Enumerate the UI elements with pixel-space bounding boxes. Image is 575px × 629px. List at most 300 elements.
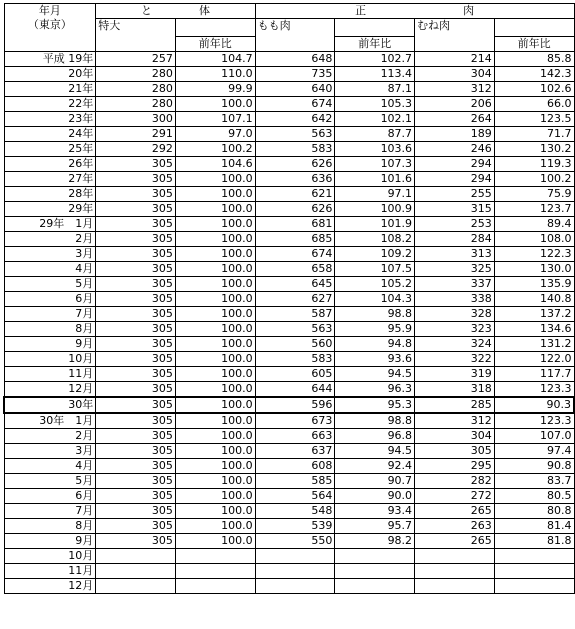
row-cell: 90.8 <box>494 459 574 474</box>
row-cell: 305 <box>96 172 176 187</box>
row-cell: 338 <box>415 292 495 307</box>
row-cell: 96.3 <box>335 382 415 398</box>
row-label: 10月 <box>4 549 96 564</box>
row-cell: 305 <box>96 519 176 534</box>
row-cell: 87.7 <box>335 127 415 142</box>
row-cell: 94.5 <box>335 444 415 459</box>
row-label: 21年 <box>4 82 96 97</box>
row-cell: 123.3 <box>494 413 574 429</box>
row-cell: 305 <box>96 489 176 504</box>
table-row <box>4 444 574 459</box>
row-cell: 98.8 <box>335 307 415 322</box>
row-cell: 107.0 <box>494 429 574 444</box>
row-cell: 189 <box>415 127 495 142</box>
row-cell <box>255 564 335 579</box>
header-yoy-muneniku: 前年比 <box>494 37 574 52</box>
row-cell: 305 <box>96 352 176 367</box>
row-cell: 93.6 <box>335 352 415 367</box>
row-cell: 100.0 <box>175 519 255 534</box>
row-cell <box>494 579 574 594</box>
table-row <box>4 504 574 519</box>
table-row <box>4 534 574 549</box>
header-spacer-2 <box>335 19 415 37</box>
table-body <box>4 52 574 594</box>
row-cell: 100.0 <box>175 504 255 519</box>
table-row <box>4 112 574 127</box>
row-cell: 305 <box>96 474 176 489</box>
table-row <box>4 337 574 352</box>
row-cell <box>335 549 415 564</box>
row-cell <box>96 579 176 594</box>
row-cell: 104.3 <box>335 292 415 307</box>
row-cell: 95.9 <box>335 322 415 337</box>
row-cell: 105.2 <box>335 277 415 292</box>
row-label: 28年 <box>4 187 96 202</box>
row-cell: 305 <box>96 397 176 413</box>
row-cell: 305 <box>96 277 176 292</box>
row-cell: 103.6 <box>335 142 415 157</box>
row-cell: 102.1 <box>335 112 415 127</box>
row-cell: 644 <box>255 382 335 398</box>
table-row <box>4 474 574 489</box>
row-cell: 550 <box>255 534 335 549</box>
row-cell <box>494 564 574 579</box>
row-cell: 102.6 <box>494 82 574 97</box>
row-cell: 109.2 <box>335 247 415 262</box>
row-cell: 107.5 <box>335 262 415 277</box>
row-cell: 95.3 <box>335 397 415 413</box>
row-label: 5月 <box>4 277 96 292</box>
row-label: 24年 <box>4 127 96 142</box>
row-cell: 282 <box>415 474 495 489</box>
row-cell: 681 <box>255 217 335 232</box>
row-cell: 305 <box>96 534 176 549</box>
row-cell: 305 <box>96 247 176 262</box>
row-cell <box>494 549 574 564</box>
row-cell <box>415 564 495 579</box>
row-cell: 305 <box>96 262 176 277</box>
table-row <box>4 187 574 202</box>
row-label: 20年 <box>4 67 96 82</box>
row-cell: 272 <box>415 489 495 504</box>
row-cell: 90.3 <box>494 397 574 413</box>
row-cell: 140.8 <box>494 292 574 307</box>
row-cell: 685 <box>255 232 335 247</box>
row-cell: 280 <box>96 67 176 82</box>
row-cell: 265 <box>415 504 495 519</box>
row-cell: 539 <box>255 519 335 534</box>
row-cell: 264 <box>415 112 495 127</box>
row-cell: 605 <box>255 367 335 382</box>
price-table <box>3 3 575 594</box>
row-label: 平成 19年 <box>4 52 96 67</box>
row-cell: 123.3 <box>494 382 574 398</box>
row-cell: 100.0 <box>175 277 255 292</box>
row-cell: 322 <box>415 352 495 367</box>
table-row <box>4 397 574 413</box>
row-cell: 100.2 <box>494 172 574 187</box>
row-cell: 295 <box>415 459 495 474</box>
row-cell: 305 <box>96 157 176 172</box>
row-cell: 100.0 <box>175 474 255 489</box>
row-label: 2月 <box>4 429 96 444</box>
row-cell: 325 <box>415 262 495 277</box>
row-cell: 305 <box>96 307 176 322</box>
row-cell: 315 <box>415 202 495 217</box>
row-cell <box>175 549 255 564</box>
row-cell: 89.4 <box>494 217 574 232</box>
row-cell: 305 <box>96 444 176 459</box>
row-cell: 81.8 <box>494 534 574 549</box>
row-cell: 627 <box>255 292 335 307</box>
row-label: 9月 <box>4 534 96 549</box>
table-row <box>4 367 574 382</box>
header-spacer-1 <box>175 19 255 37</box>
row-cell: 87.1 <box>335 82 415 97</box>
table-row <box>4 67 574 82</box>
row-cell: 312 <box>415 413 495 429</box>
row-cell: 81.4 <box>494 519 574 534</box>
row-label: 4月 <box>4 262 96 277</box>
table-row <box>4 217 574 232</box>
row-cell: 100.0 <box>175 262 255 277</box>
row-cell: 108.0 <box>494 232 574 247</box>
row-cell: 100.0 <box>175 187 255 202</box>
row-cell: 305 <box>96 504 176 519</box>
row-label: 5月 <box>4 474 96 489</box>
row-cell: 108.2 <box>335 232 415 247</box>
row-cell: 313 <box>415 247 495 262</box>
table-row <box>4 322 574 337</box>
row-cell: 318 <box>415 382 495 398</box>
row-cell: 100.0 <box>175 247 255 262</box>
row-cell: 587 <box>255 307 335 322</box>
row-label: 8月 <box>4 322 96 337</box>
row-label: 30年 1月 <box>4 413 96 429</box>
row-cell: 674 <box>255 247 335 262</box>
row-cell: 294 <box>415 172 495 187</box>
row-label: 12月 <box>4 579 96 594</box>
row-cell: 304 <box>415 429 495 444</box>
row-cell: 265 <box>415 534 495 549</box>
row-label: 4月 <box>4 459 96 474</box>
row-cell: 304 <box>415 67 495 82</box>
row-label: 8月 <box>4 519 96 534</box>
header-momoniku: もも肉 <box>255 19 335 52</box>
row-cell: 80.5 <box>494 489 574 504</box>
row-cell: 328 <box>415 307 495 322</box>
row-cell: 323 <box>415 322 495 337</box>
table-row <box>4 52 574 67</box>
row-cell: 117.7 <box>494 367 574 382</box>
row-cell: 305 <box>96 337 176 352</box>
row-cell: 100.0 <box>175 292 255 307</box>
row-cell: 626 <box>255 202 335 217</box>
table-row <box>4 413 574 429</box>
row-cell <box>255 549 335 564</box>
table-row <box>4 352 574 367</box>
row-cell: 94.5 <box>335 367 415 382</box>
row-cell: 663 <box>255 429 335 444</box>
row-cell: 123.5 <box>494 112 574 127</box>
row-cell: 206 <box>415 97 495 112</box>
row-cell: 130.0 <box>494 262 574 277</box>
row-label: 30年 <box>4 397 96 413</box>
row-cell: 100.0 <box>175 337 255 352</box>
header-yoy-momoniku: 前年比 <box>335 37 415 52</box>
row-cell: 98.8 <box>335 413 415 429</box>
row-label: 12月 <box>4 382 96 398</box>
table-row <box>4 519 574 534</box>
row-cell: 626 <box>255 157 335 172</box>
row-cell: 312 <box>415 82 495 97</box>
row-cell: 583 <box>255 142 335 157</box>
row-cell: 337 <box>415 277 495 292</box>
row-cell: 563 <box>255 322 335 337</box>
row-cell: 648 <box>255 52 335 67</box>
row-cell: 119.3 <box>494 157 574 172</box>
row-cell: 294 <box>415 157 495 172</box>
row-cell: 645 <box>255 277 335 292</box>
table-row <box>4 489 574 504</box>
table-row <box>4 262 574 277</box>
row-cell <box>96 564 176 579</box>
row-label: 7月 <box>4 307 96 322</box>
row-cell <box>175 579 255 594</box>
row-cell: 735 <box>255 67 335 82</box>
row-cell: 246 <box>415 142 495 157</box>
row-label: 29年 <box>4 202 96 217</box>
row-cell: 300 <box>96 112 176 127</box>
row-cell: 113.4 <box>335 67 415 82</box>
row-cell: 305 <box>415 444 495 459</box>
row-cell: 284 <box>415 232 495 247</box>
row-label: 26年 <box>4 157 96 172</box>
row-cell: 100.0 <box>175 232 255 247</box>
row-cell: 95.7 <box>335 519 415 534</box>
row-cell: 636 <box>255 172 335 187</box>
row-cell: 100.0 <box>175 367 255 382</box>
table-row <box>4 564 574 579</box>
row-cell: 563 <box>255 127 335 142</box>
table-row <box>4 429 574 444</box>
row-label: 6月 <box>4 292 96 307</box>
header-spacer-3 <box>494 19 574 37</box>
row-label: 25年 <box>4 142 96 157</box>
header-year-month <box>4 4 96 52</box>
row-cell: 100.0 <box>175 307 255 322</box>
row-cell: 94.8 <box>335 337 415 352</box>
header-group-meat-b: 肉 <box>463 4 475 17</box>
row-cell: 100.0 <box>175 489 255 504</box>
table-row <box>4 157 574 172</box>
row-cell: 93.4 <box>335 504 415 519</box>
table-row <box>4 292 574 307</box>
row-cell: 123.7 <box>494 202 574 217</box>
row-cell: 305 <box>96 217 176 232</box>
row-cell: 83.7 <box>494 474 574 489</box>
header-tokutai: 特大 <box>96 19 176 52</box>
row-cell: 137.2 <box>494 307 574 322</box>
row-cell: 608 <box>255 459 335 474</box>
row-cell: 285 <box>415 397 495 413</box>
row-label: 29年 1月 <box>4 217 96 232</box>
row-cell: 100.0 <box>175 459 255 474</box>
row-cell: 673 <box>255 413 335 429</box>
row-cell: 122.0 <box>494 352 574 367</box>
header-yoy-tokutai: 前年比 <box>175 37 255 52</box>
row-cell: 96.8 <box>335 429 415 444</box>
row-label: 10月 <box>4 352 96 367</box>
row-cell: 110.0 <box>175 67 255 82</box>
row-cell: 135.9 <box>494 277 574 292</box>
row-cell: 305 <box>96 202 176 217</box>
row-cell: 305 <box>96 232 176 247</box>
row-label: 11月 <box>4 564 96 579</box>
header-group-carcass-b: 体 <box>198 4 210 17</box>
row-cell: 319 <box>415 367 495 382</box>
table-row <box>4 202 574 217</box>
row-cell: 280 <box>96 82 176 97</box>
table-row <box>4 172 574 187</box>
row-cell: 134.6 <box>494 322 574 337</box>
row-label: 9月 <box>4 337 96 352</box>
row-cell: 292 <box>96 142 176 157</box>
table-row <box>4 277 574 292</box>
row-cell: 97.4 <box>494 444 574 459</box>
row-cell: 596 <box>255 397 335 413</box>
row-cell: 100.0 <box>175 322 255 337</box>
row-label: 3月 <box>4 247 96 262</box>
row-cell: 97.0 <box>175 127 255 142</box>
row-cell: 100.0 <box>175 217 255 232</box>
row-cell: 642 <box>255 112 335 127</box>
row-cell: 305 <box>96 382 176 398</box>
row-cell: 637 <box>255 444 335 459</box>
row-cell: 305 <box>96 322 176 337</box>
row-cell: 131.2 <box>494 337 574 352</box>
row-label: 3月 <box>4 444 96 459</box>
row-cell <box>175 564 255 579</box>
row-cell: 80.8 <box>494 504 574 519</box>
row-cell <box>255 579 335 594</box>
row-cell: 255 <box>415 187 495 202</box>
table-row <box>4 307 574 322</box>
header-year-month-label: 年月 <box>38 4 61 17</box>
row-cell: 85.8 <box>494 52 574 67</box>
row-cell <box>415 549 495 564</box>
row-cell: 214 <box>415 52 495 67</box>
row-cell: 130.2 <box>494 142 574 157</box>
header-group-meat <box>255 4 574 19</box>
row-cell: 100.0 <box>175 397 255 413</box>
header-tokyo-label: （東京） <box>27 18 72 31</box>
header-group-carcass <box>96 4 255 19</box>
row-cell: 257 <box>96 52 176 67</box>
row-cell: 107.3 <box>335 157 415 172</box>
row-label: 2月 <box>4 232 96 247</box>
row-cell: 100.0 <box>175 352 255 367</box>
row-cell: 71.7 <box>494 127 574 142</box>
row-cell: 90.7 <box>335 474 415 489</box>
row-cell: 101.9 <box>335 217 415 232</box>
row-cell <box>335 579 415 594</box>
row-cell <box>415 579 495 594</box>
row-cell: 100.0 <box>175 534 255 549</box>
row-cell: 305 <box>96 429 176 444</box>
row-cell: 305 <box>96 459 176 474</box>
row-label: 27年 <box>4 172 96 187</box>
row-cell: 621 <box>255 187 335 202</box>
row-cell: 263 <box>415 519 495 534</box>
header-muneniku: むね肉 <box>415 19 495 52</box>
row-cell <box>335 564 415 579</box>
row-cell: 142.3 <box>494 67 574 82</box>
row-cell: 100.0 <box>175 97 255 112</box>
row-cell: 305 <box>96 187 176 202</box>
row-cell: 305 <box>96 367 176 382</box>
row-cell: 324 <box>415 337 495 352</box>
row-cell: 658 <box>255 262 335 277</box>
row-cell: 105.3 <box>335 97 415 112</box>
table-row <box>4 579 574 594</box>
row-cell: 97.1 <box>335 187 415 202</box>
row-cell: 100.0 <box>175 429 255 444</box>
row-cell: 98.2 <box>335 534 415 549</box>
row-cell: 100.0 <box>175 413 255 429</box>
table-row <box>4 142 574 157</box>
row-cell: 674 <box>255 97 335 112</box>
row-cell: 583 <box>255 352 335 367</box>
row-cell <box>96 549 176 564</box>
row-label: 23年 <box>4 112 96 127</box>
table-row <box>4 232 574 247</box>
row-cell: 90.0 <box>335 489 415 504</box>
row-cell: 560 <box>255 337 335 352</box>
row-cell: 585 <box>255 474 335 489</box>
table-row <box>4 97 574 112</box>
row-cell: 100.0 <box>175 382 255 398</box>
header-group-meat-a: 正 <box>355 4 367 17</box>
row-cell: 104.7 <box>175 52 255 67</box>
table-row <box>4 127 574 142</box>
table-row <box>4 82 574 97</box>
row-cell: 75.9 <box>494 187 574 202</box>
row-cell: 102.7 <box>335 52 415 67</box>
row-cell: 122.3 <box>494 247 574 262</box>
row-cell: 100.0 <box>175 172 255 187</box>
row-cell: 305 <box>96 292 176 307</box>
row-cell: 104.6 <box>175 157 255 172</box>
row-label: 7月 <box>4 504 96 519</box>
header-group-carcass-a: と <box>140 4 152 17</box>
row-cell: 100.0 <box>175 202 255 217</box>
row-cell: 305 <box>96 413 176 429</box>
row-cell: 253 <box>415 217 495 232</box>
table-row <box>4 549 574 564</box>
row-cell: 100.9 <box>335 202 415 217</box>
row-label: 22年 <box>4 97 96 112</box>
row-cell: 100.0 <box>175 444 255 459</box>
row-cell: 99.9 <box>175 82 255 97</box>
row-cell: 107.1 <box>175 112 255 127</box>
row-cell: 100.2 <box>175 142 255 157</box>
row-label: 6月 <box>4 489 96 504</box>
table-row <box>4 382 574 398</box>
row-label: 11月 <box>4 367 96 382</box>
row-cell: 66.0 <box>494 97 574 112</box>
row-cell: 280 <box>96 97 176 112</box>
